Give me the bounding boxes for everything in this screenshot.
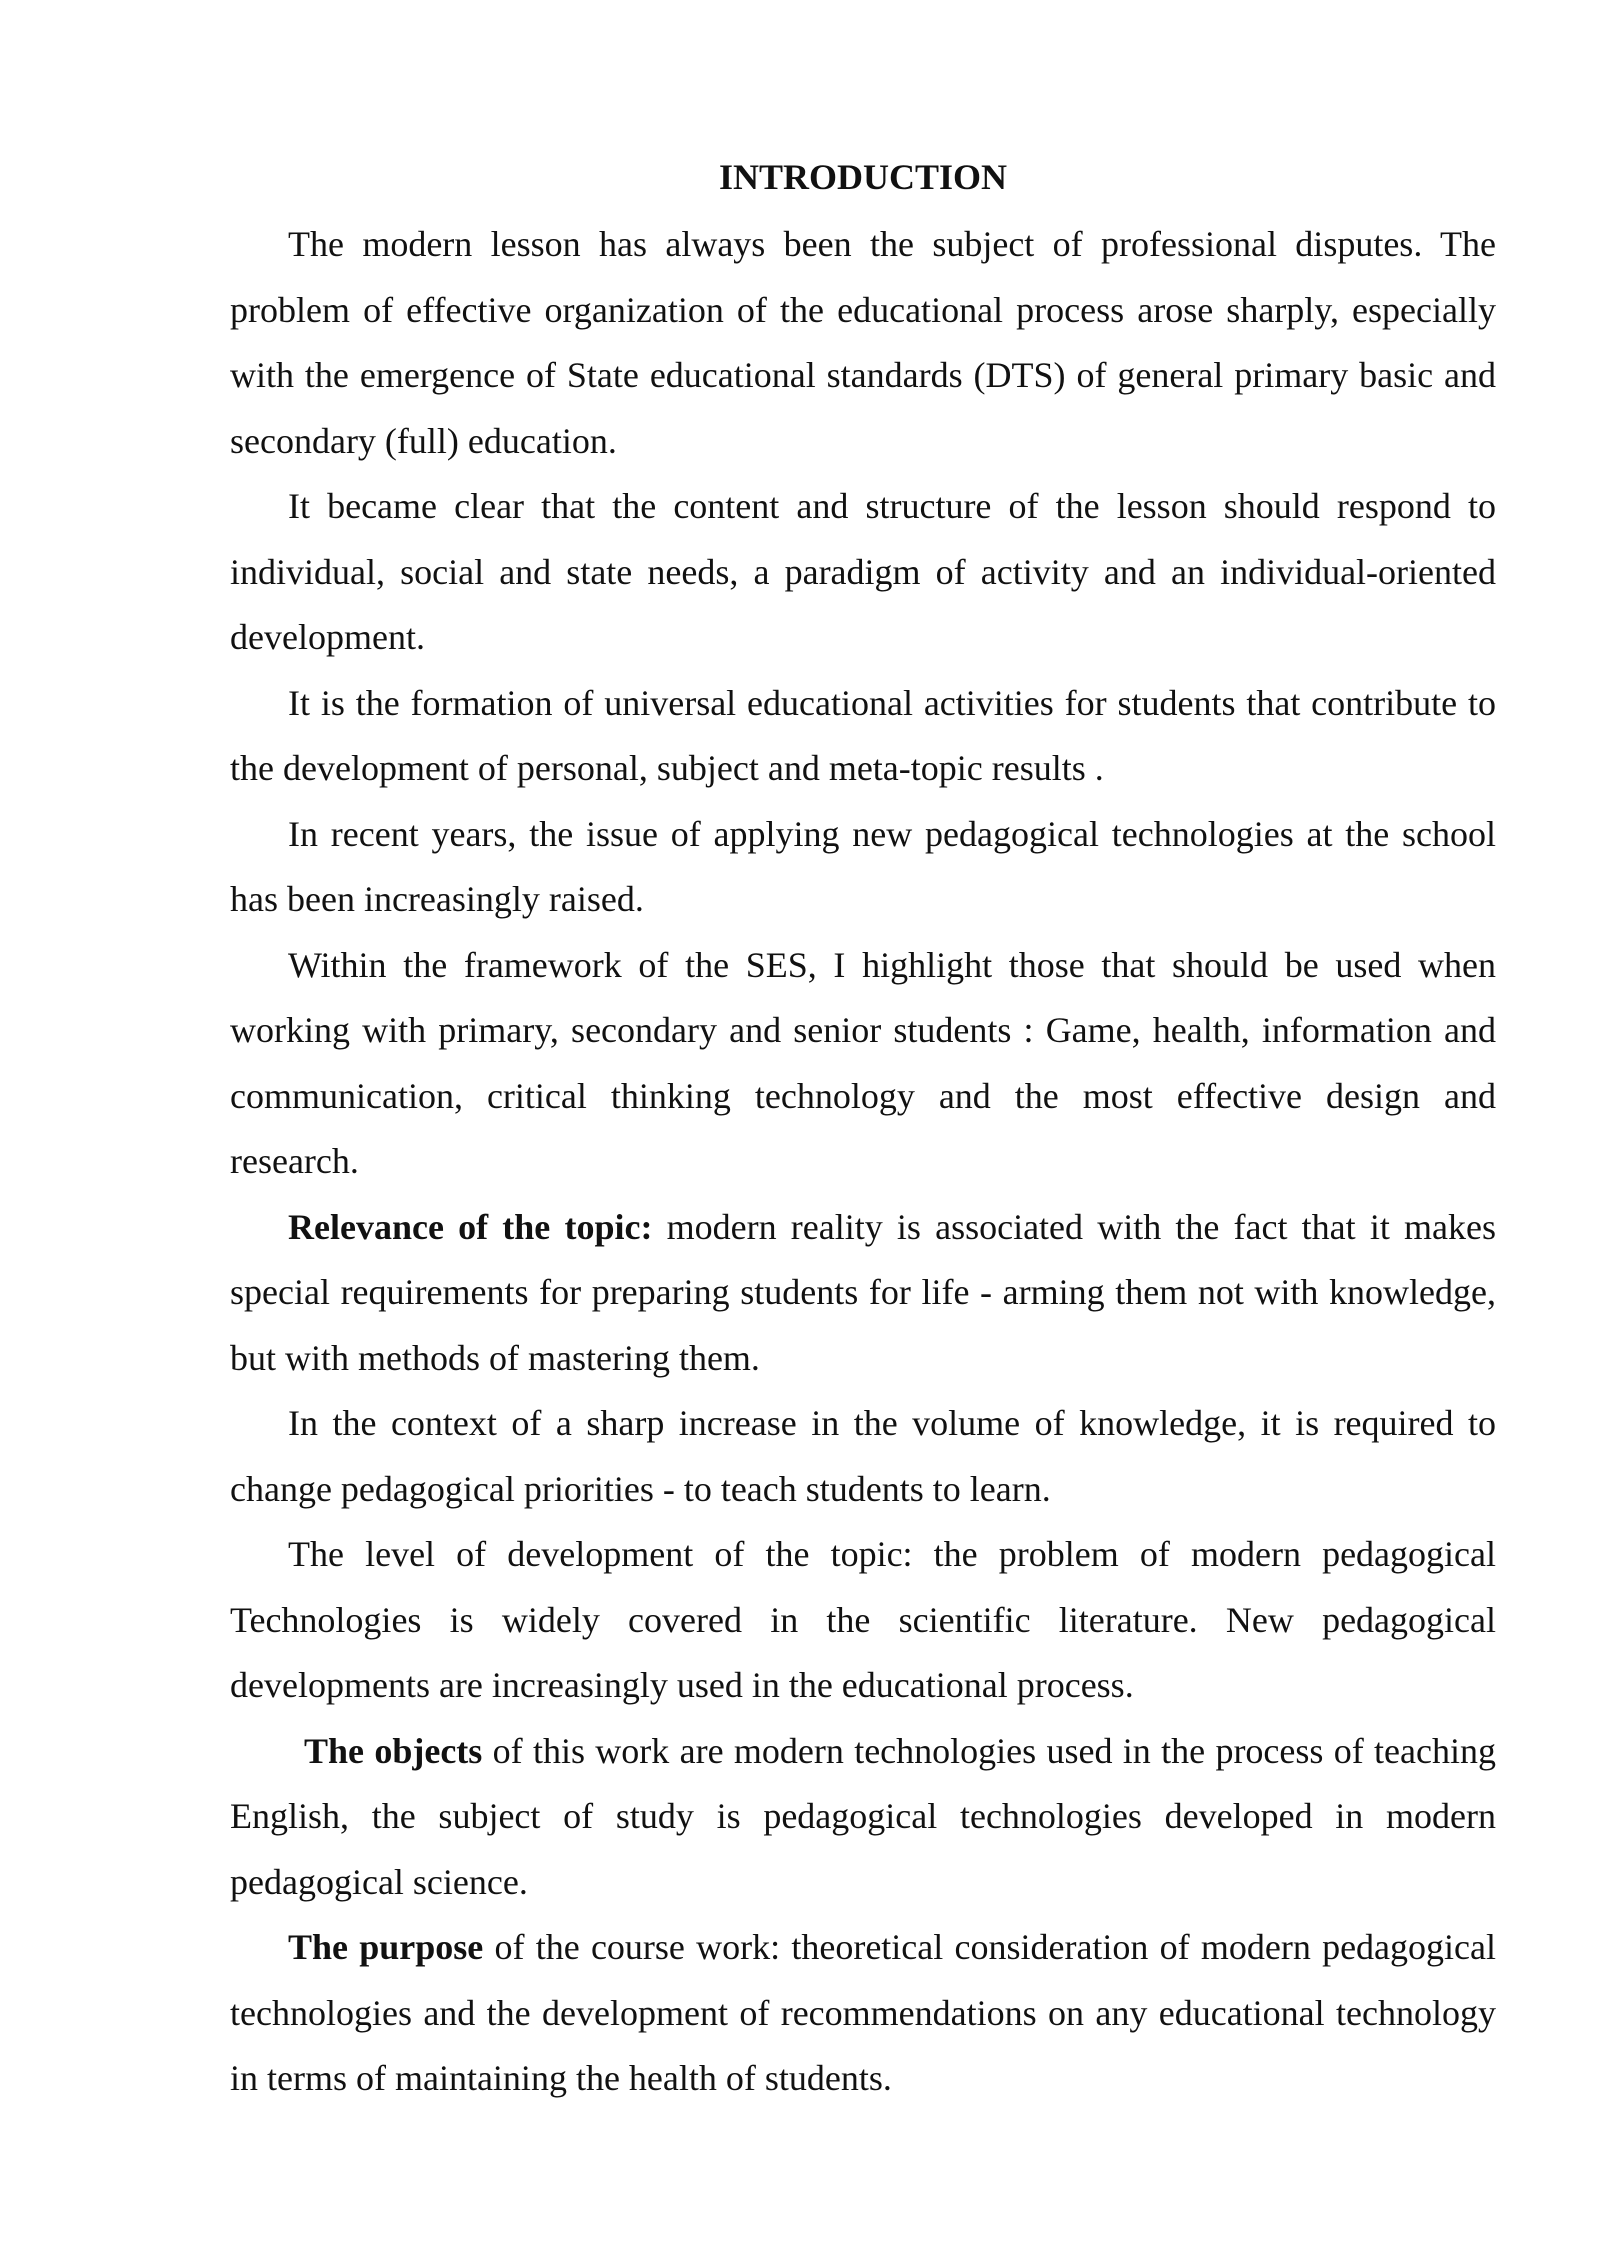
paragraph-text: In the context of a sharp increase in the volume of knowledge, it is required to change pedagogical priorities - to teach students to learn. xyxy=(230,1403,1496,1509)
paragraph-lead: The objects xyxy=(304,1730,483,1771)
paragraph-2 xyxy=(230,474,1496,671)
paragraph-4 xyxy=(230,802,1496,933)
paragraph-3 xyxy=(230,671,1496,802)
paragraph-objects xyxy=(230,1719,1496,1916)
paragraph-text: modern reality is associated with the fact that it makes special requirements for preparing students for life - arming them not with knowledge, but with methods of mastering them. xyxy=(230,1206,1496,1378)
paragraph-lead: The purpose xyxy=(288,1927,484,1967)
paragraph-1 xyxy=(230,212,1496,474)
paragraph-text: of this work are modern technologies used in the process of teaching English, the subject of study is pedagogical technologies developed in modern pedagogical science. xyxy=(230,1730,1496,1902)
paragraph-text: The modern lesson has always been the subject of professional disputes. The problem of effective organization of the educational process arose sharply, especially with the emergence of State educational standards (DTS) of general primary basic and secondary (full) education. xyxy=(230,224,1496,461)
paragraph-text: of the course work: theoretical consideration of modern pedagogical technologies and the development of recommendations on any educational technology in terms of maintaining the health of students. xyxy=(230,1927,1496,2098)
paragraph-5 xyxy=(230,933,1496,1195)
paragraph-text: The level of development of the topic: the problem of modern pedagogical Technologies is widely covered in the scientific literature. New pedagogical developments are increasingly used in the educational process. xyxy=(230,1534,1496,1705)
document-page xyxy=(230,148,1496,2112)
paragraph-relevance xyxy=(230,1195,1496,1392)
paragraph-8 xyxy=(230,1522,1496,1719)
paragraph-text: It became clear that the content and structure of the lesson should respond to individual, social and state needs, a paradigm of activity and an individual-oriented development. xyxy=(230,486,1496,657)
paragraph-text: In recent years, the issue of applying new pedagogical technologies at the school has been increasingly raised. xyxy=(230,813,1496,919)
document-title: INTRODUCTION xyxy=(718,157,1008,197)
paragraph-text: Within the framework of the SES, I highlight those that should be used when working with primary, secondary and senior students : Game, health, information and communication, critical thinking technology and the most effective design and research. xyxy=(230,944,1496,1181)
paragraph-purpose xyxy=(230,1915,1496,2112)
paragraph-7 xyxy=(230,1391,1496,1522)
paragraph-lead: Relevance of the topic: xyxy=(288,1206,653,1247)
paragraph-text: It is the formation of universal educational activities for students that contribute to the development of personal, subject and meta-topic results . xyxy=(230,682,1496,788)
